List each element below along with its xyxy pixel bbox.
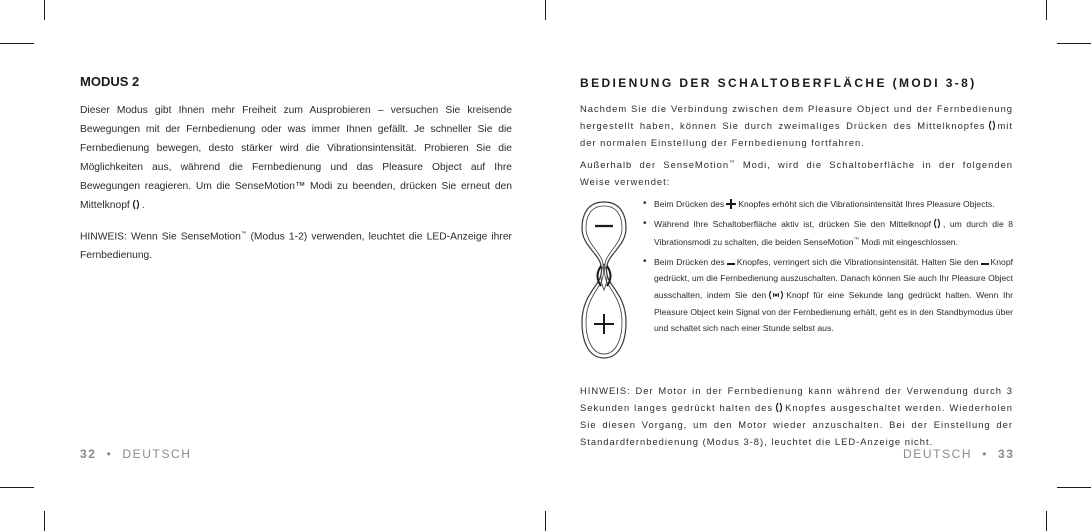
crop-mark <box>44 0 45 20</box>
right-page <box>580 70 1013 450</box>
crop-mark <box>1046 0 1047 20</box>
crop-mark <box>0 43 34 44</box>
right-footer <box>903 447 1015 461</box>
left-footer <box>80 447 192 461</box>
crop-mark <box>545 0 546 20</box>
center-knob-icon <box>988 120 996 131</box>
intro-paragraph: Nachdem Sie die Verbindung zwischen dem Pleasure Object und der Fernbedienung hergestellt haben, können Sie durch zweimaliges Drücken des Mittelknopfes mit der normalen Einstellung der Fernbedienung fortfahren. <box>580 103 1013 148</box>
page-number: 33 <box>998 447 1015 461</box>
outside-modes-paragraph: Außerhalb der SenseMotion™ Modi, wird die Schaltoberfläche in der folgenden Weise verwendet: <box>580 159 1013 188</box>
crop-mark <box>1057 43 1091 44</box>
left-page <box>80 70 512 265</box>
signal-knob-icon <box>768 290 784 300</box>
list-item: • Beim Drücken des Knopfes, verringert sich die Vibrationsintensität. Halten Sie den Knopf gedrückt, um die Fernbedienung auszuschalten. Danach können Sie auch Ihr Pleasure Object ausschalten, indem Sie den Knopf für eine Sekunde lang gedrückt halten. Wenn Ihr Pleasure Object kein Signal von der Fernbedienung erhält, geht es in den Standbymodus über und schaltet sich nach einer Stunde selbst aus. <box>642 254 1013 337</box>
crop-mark <box>0 487 34 488</box>
footer-separator: • <box>106 447 113 461</box>
mode-2-heading: MODUS 2 <box>80 74 140 89</box>
center-knob-icon <box>132 199 140 210</box>
remote-illustration <box>580 200 628 360</box>
list-item: • Während Ihre Schaltoberfläche aktiv ist, drücken Sie den Mittelknopf , um durch die 8 Vibrationsmodi zu schalten, die beiden SenseMotion™ Modi mit eingeschlossen. <box>642 216 1013 251</box>
page-number: 32 <box>80 447 97 461</box>
footer-language: DEUTSCH <box>122 447 192 461</box>
footer-separator: • <box>982 447 989 461</box>
right-note: HINWEIS: Der Motor in der Fernbedienung kann während der Verwendung durch 3 Sekunden langes gedrückt halten des Knopfes ausgeschaltet werden. Wiederholen Sie diesen Vorgang, um den Motor wieder anzuschalten. Bei der Einstellung der Standardfernbedienung (Modus 3-8), leuchtet die LED-Anzeige nicht. <box>580 385 1013 448</box>
center-knob-icon <box>933 218 941 229</box>
left-note: HINWEIS: Wenn Sie SenseMotion™ (Modus 1-2) verwenden, leuchtet die LED-Anzeige ihrer Fernbedienung. <box>80 231 512 262</box>
button-instructions-list <box>642 196 1013 340</box>
remote-section <box>580 196 1013 378</box>
crop-mark <box>545 511 546 531</box>
minus-icon <box>981 261 989 267</box>
interface-heading: BEDIENUNG DER SCHALTOBERFLÄCHE (MODI 3-8) <box>580 76 977 90</box>
crop-mark <box>1057 487 1091 488</box>
mode-2-paragraph: Dieser Modus gibt Ihnen mehr Freiheit zum Ausprobieren – versuchen Sie kreisende Bewegungen mit der Fernbedienung oder was immer Ihnen gefällt. Je schneller Sie die Fernbedienung bewegen, desto stärker wird die Vibrationsintensität. Probieren Sie die Möglichkeiten aus, während die Fernbedienung und das Pleasure Object auf Ihre Bewegungen reagieren. Um die SenseMotion™ Modi zu beenden, drücken Sie erneut den Mittelknopf . <box>80 105 512 211</box>
center-knob-icon <box>775 402 783 413</box>
minus-icon <box>727 261 735 267</box>
plus-icon <box>726 199 736 209</box>
list-item: • Beim Drücken des Knopfes erhöht sich die Vibrationsintensität Ihres Pleasure Objects. <box>642 196 1013 213</box>
crop-mark <box>44 511 45 531</box>
footer-language: DEUTSCH <box>903 447 973 461</box>
crop-mark <box>1046 511 1047 531</box>
